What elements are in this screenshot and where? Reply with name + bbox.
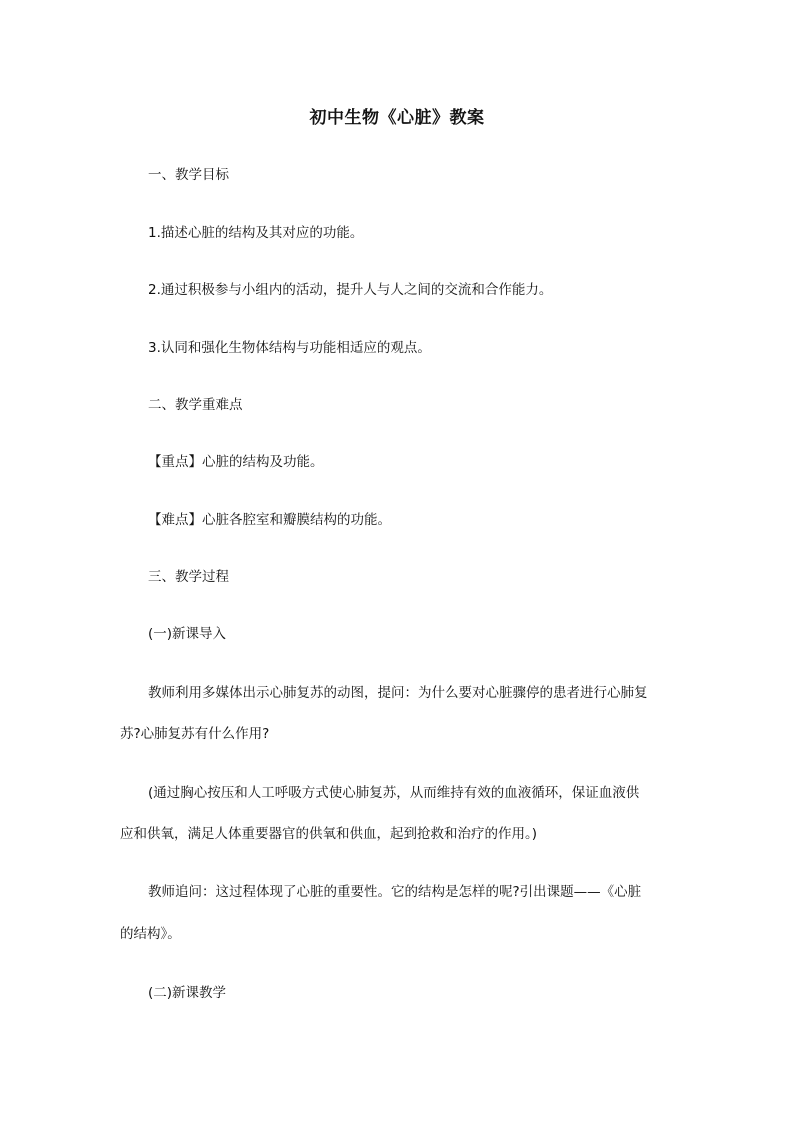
paragraph-line: (通过胸心按压和人工呼吸方式使心肺复苏，从而维持有效的血液循环，保证血液供 xyxy=(148,785,640,801)
objective-item-1: 1.描述心脏的结构及其对应的功能。 xyxy=(148,225,364,241)
subsection-heading-teaching: (二)新课教学 xyxy=(148,985,227,1001)
paragraph-line: 教师追问：这过程体现了心脏的重要性。它的结构是怎样的呢?引出课题——《心脏 xyxy=(148,884,642,900)
section-heading-key-points: 二、教学重难点 xyxy=(148,397,243,413)
document-title: 初中生物《心脏》教案 xyxy=(309,108,485,128)
objective-item-2: 2.通过积极参与小组内的活动，提升人与人之间的交流和合作能力。 xyxy=(148,282,553,298)
section-heading-process: 三、教学过程 xyxy=(148,569,229,585)
subsection-heading-intro: (一)新课导入 xyxy=(148,626,227,642)
paragraph-line: 的结构》。 xyxy=(120,926,181,942)
paragraph-line: 教师利用多媒体出示心肺复苏的动图，提问：为什么要对心脏骤停的患者进行心肺复 xyxy=(148,685,648,701)
difficult-point-item: 【难点】心脏各腔室和瓣膜结构的功能。 xyxy=(148,512,391,528)
objective-item-3: 3.认同和强化生物体结构与功能相适应的观点。 xyxy=(148,340,431,356)
paragraph-line: 应和供氧，满足人体重要器官的供氧和供血，起到抢救和治疗的作用。) xyxy=(120,826,538,842)
key-point-item: 【重点】心脏的结构及功能。 xyxy=(148,454,324,470)
section-heading-objectives: 一、教学目标 xyxy=(148,167,229,183)
paragraph-line: 苏?心肺复苏有什么作用? xyxy=(120,726,270,742)
